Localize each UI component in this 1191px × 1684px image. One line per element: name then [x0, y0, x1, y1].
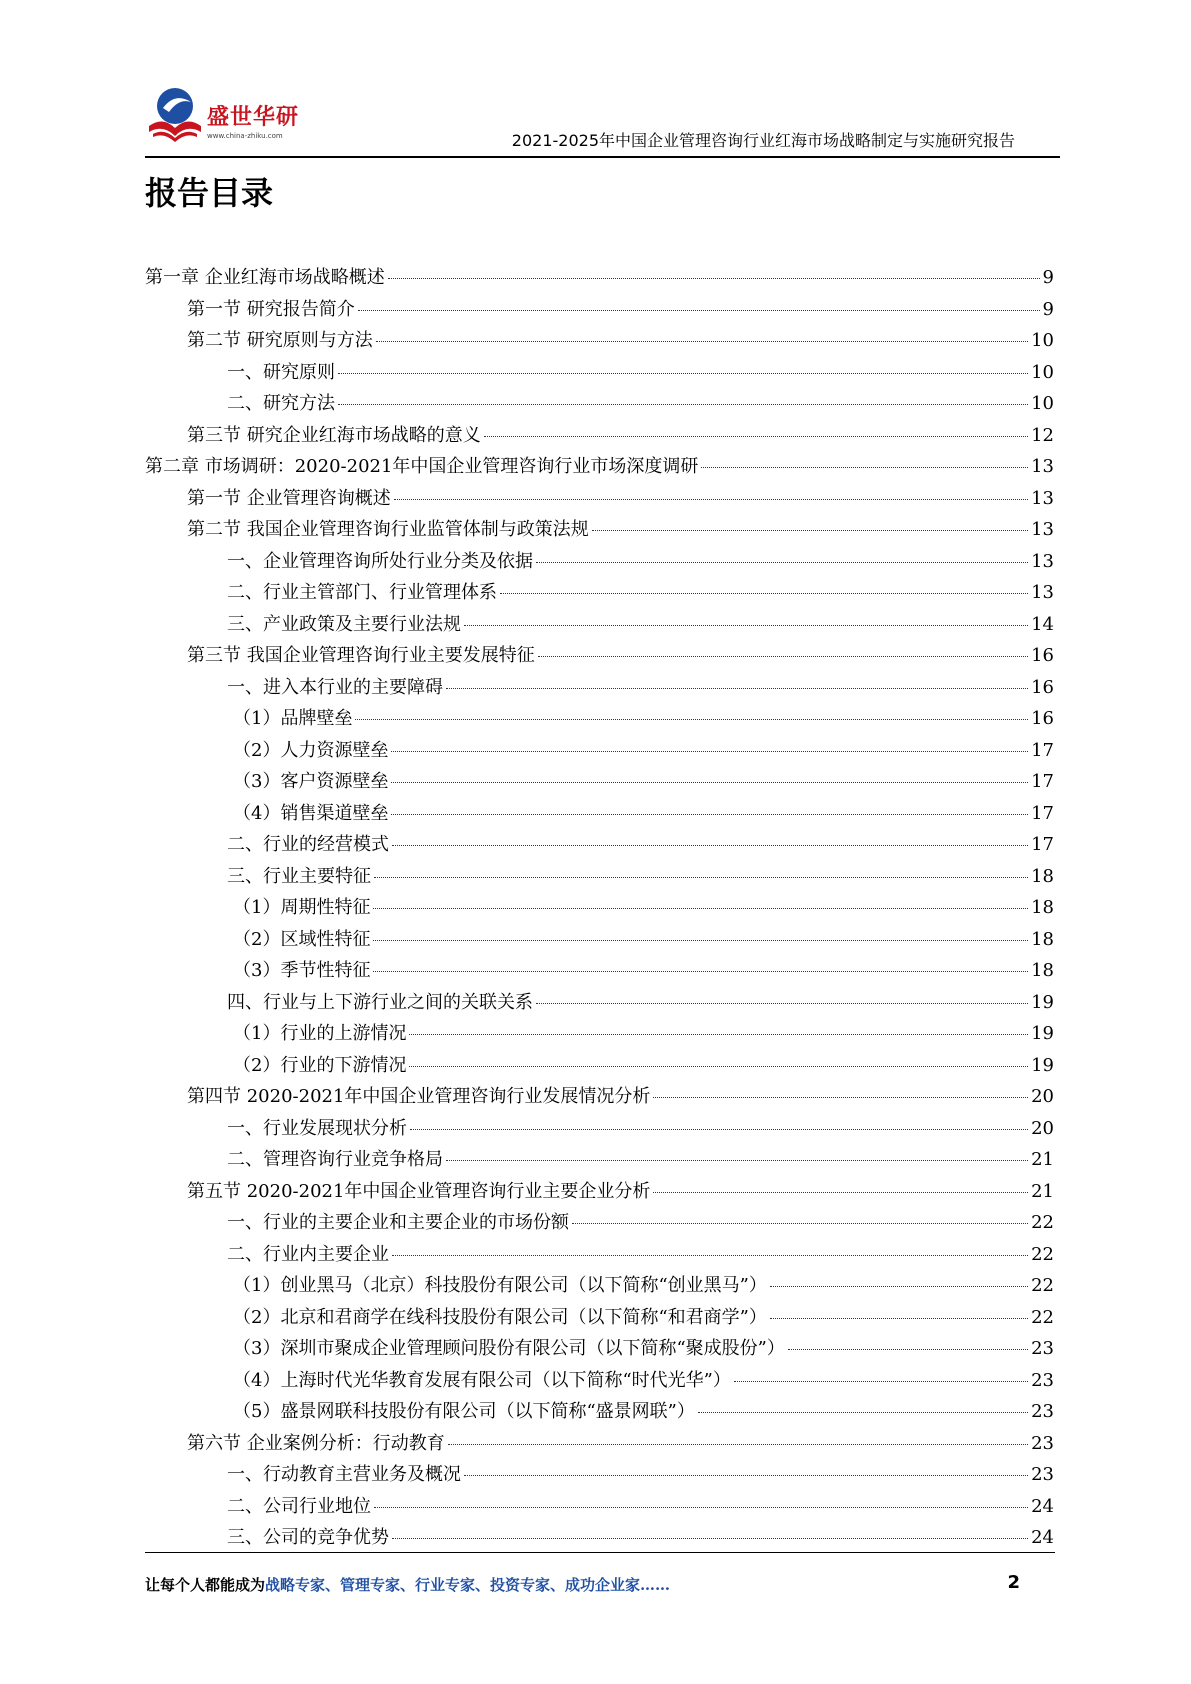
toc-entry[interactable]: [145, 326, 1054, 358]
toc-entry-label: 一、行业发展现状分析: [227, 1117, 407, 1139]
toc-entry-page: 9: [1042, 298, 1054, 320]
toc-entry-label: （2）北京和君商学在线科技股份有限公司（以下简称“和君商学”）: [233, 1306, 767, 1328]
toc-entry-label: 第二节 研究原则与方法: [187, 330, 373, 351]
toc-entry[interactable]: [145, 389, 1054, 421]
toc-leader-dots: [391, 814, 1028, 815]
toc-entry[interactable]: [145, 1019, 1054, 1051]
toc-entry-label: 一、行动教育主营业务及概况: [227, 1464, 461, 1485]
toc-entry-page: 22: [1031, 1243, 1054, 1265]
toc-entry[interactable]: [145, 736, 1054, 768]
toc-entry[interactable]: [145, 1271, 1054, 1303]
toc-leader-dots: [653, 1192, 1028, 1193]
toc-entry-page: 24: [1031, 1527, 1054, 1548]
toc-entry-label: （5）盛景网联科技股份有限公司（以下简称“盛景网联”）: [233, 1401, 695, 1422]
toc-entry[interactable]: [145, 547, 1054, 579]
toc-entry-page: 19: [1031, 991, 1054, 1013]
toc-entry-page: 23: [1031, 1401, 1054, 1422]
toc-entry-page: 13: [1031, 487, 1054, 509]
report-title: 2021-2025年中国企业管理咨询行业红海市场战略制定与实施研究报告: [511, 131, 1015, 150]
toc-entry[interactable]: [145, 358, 1054, 390]
toc-entry-page: 17: [1031, 771, 1054, 792]
toc-leader-dots: [392, 845, 1028, 846]
toc-entry-page: 10: [1031, 393, 1054, 414]
toc-leader-dots: [653, 1097, 1028, 1098]
toc-entry[interactable]: [145, 1523, 1054, 1555]
toc-leader-dots: [536, 562, 1028, 563]
toc-entry-page: 23: [1031, 1369, 1054, 1391]
toc-entry[interactable]: [145, 1334, 1054, 1366]
toc-entry-page: 23: [1031, 1338, 1054, 1359]
toc-entry-label: 二、行业的经营模式: [227, 834, 389, 855]
toc-entry[interactable]: [145, 1114, 1054, 1146]
toc-entry[interactable]: [145, 452, 1054, 484]
toc-entry-label: 二、公司行业地位: [227, 1495, 371, 1517]
toc-entry-page: 10: [1031, 330, 1054, 351]
toc-entry-page: 16: [1031, 676, 1054, 698]
toc-leader-dots: [538, 656, 1028, 657]
toc-entry[interactable]: [145, 862, 1054, 894]
toc-entry-label: 第四节 2020-2021年中国企业管理咨询行业发展情况分析: [187, 1086, 651, 1107]
toc-entry-label: （3）客户资源壁垒: [233, 771, 389, 792]
toc-entry-label: （1）创业黑马（北京）科技股份有限公司（以下简称“创业黑马”）: [233, 1275, 767, 1296]
toc-leader-dots: [374, 1507, 1028, 1508]
toc-leader-dots: [409, 1066, 1028, 1067]
page-footer: [145, 1574, 1020, 1595]
toc-entry[interactable]: [145, 1303, 1054, 1335]
toc-entry-page: 21: [1031, 1149, 1054, 1170]
toc-entry-page: 9: [1042, 267, 1054, 288]
toc-entry-page: 13: [1031, 456, 1054, 477]
toc-entry-label: 第一节 企业管理咨询概述: [187, 487, 391, 509]
toc-leader-dots: [338, 373, 1028, 374]
toc-entry-label: （4）上海时代光华教育发展有限公司（以下简称“时代光华”）: [233, 1369, 731, 1391]
toc-entry[interactable]: [145, 1460, 1054, 1492]
company-logo: [145, 82, 320, 150]
toc-leader-dots: [464, 1475, 1028, 1476]
toc-entry[interactable]: [145, 1240, 1054, 1272]
toc-entry[interactable]: [145, 1208, 1054, 1240]
toc-entry-page: 10: [1031, 361, 1054, 383]
toc-entry-label: （1）品牌壁垒: [233, 708, 353, 729]
toc-entry[interactable]: [145, 1051, 1054, 1083]
toc-entry-label: （2）区域性特征: [233, 928, 371, 950]
toc-leader-dots: [376, 341, 1028, 342]
toc-entry[interactable]: [145, 704, 1054, 736]
toc-entry-label: 二、行业主管部门、行业管理体系: [227, 582, 497, 603]
toc-entry-page: 23: [1031, 1464, 1054, 1485]
toc-entry-page: 17: [1031, 739, 1054, 761]
toc-leader-dots: [358, 310, 1040, 311]
toc-entry-label: 三、产业政策及主要行业法规: [227, 613, 461, 635]
toc-entry-page: 16: [1031, 645, 1054, 666]
toc-entry-label: 第二节 我国企业管理咨询行业监管体制与政策法规: [187, 519, 589, 540]
toc-entry[interactable]: [145, 263, 1054, 295]
toc-leader-dots: [373, 908, 1028, 909]
toc-leader-dots: [410, 1129, 1028, 1130]
logo-name: 盛世华研: [207, 105, 300, 130]
toc-entry-label: （3）季节性特征: [233, 960, 371, 981]
toc-entry[interactable]: [145, 1082, 1054, 1114]
toc-entry-page: 20: [1031, 1117, 1054, 1139]
toc-entry[interactable]: [145, 641, 1054, 673]
toc-entry[interactable]: [145, 515, 1054, 547]
footer-slogan-highlight: 战略专家、管理专家、行业专家、投资专家、成功企业家……: [265, 1576, 671, 1594]
toc-entry-label: 第一章 企业红海市场战略概述: [145, 267, 385, 288]
toc-leader-dots: [374, 877, 1028, 878]
toc-leader-dots: [500, 593, 1028, 594]
toc-entry-page: 18: [1031, 960, 1054, 981]
toc-entry-page: 17: [1031, 834, 1054, 855]
toc-entry-label: 第五节 2020-2021年中国企业管理咨询行业主要企业分析: [187, 1180, 651, 1202]
toc-entry-page: 18: [1031, 865, 1054, 887]
table-of-contents: [145, 263, 1054, 1555]
toc-entry[interactable]: [145, 1492, 1054, 1524]
toc-entry-label: （2）行业的下游情况: [233, 1054, 407, 1076]
toc-entry[interactable]: [145, 925, 1054, 957]
toc-leader-dots: [770, 1286, 1028, 1287]
toc-leader-dots: [391, 751, 1028, 752]
toc-leader-dots: [388, 278, 1040, 279]
toc-entry-page: 13: [1031, 519, 1054, 540]
toc-entry[interactable]: [145, 1429, 1054, 1461]
toc-entry-page: 22: [1031, 1212, 1054, 1233]
toc-entry-label: 二、管理咨询行业竞争格局: [227, 1149, 443, 1170]
toc-entry[interactable]: [145, 893, 1054, 925]
toc-leader-dots: [373, 971, 1028, 972]
toc-entry-page: 12: [1031, 424, 1054, 446]
toc-leader-dots: [734, 1381, 1028, 1382]
toc-entry[interactable]: [145, 578, 1054, 610]
toc-entry-page: 23: [1031, 1432, 1054, 1454]
toc-entry[interactable]: [145, 295, 1054, 327]
toc-entry-label: （4）销售渠道壁垒: [233, 802, 389, 824]
toc-entry[interactable]: [145, 1177, 1054, 1209]
toc-entry-label: 第二章 市场调研：2020-2021年中国企业管理咨询行业市场深度调研: [145, 456, 699, 477]
toc-entry[interactable]: [145, 956, 1054, 988]
toc-leader-dots: [770, 1318, 1028, 1319]
toc-entry-page: 19: [1031, 1054, 1054, 1076]
toc-entry-label: 四、行业与上下游行业之间的关联关系: [227, 991, 533, 1013]
toc-leader-dots: [701, 467, 1028, 468]
toc-entry[interactable]: [145, 484, 1054, 516]
toc-leader-dots: [788, 1349, 1028, 1350]
toc-entry-page: 14: [1031, 613, 1054, 635]
toc-entry-page: 16: [1031, 708, 1054, 729]
toc-entry-page: 13: [1031, 550, 1054, 572]
page-title: 报告目录: [145, 174, 274, 212]
toc-leader-dots: [355, 719, 1028, 720]
toc-entry[interactable]: [145, 767, 1054, 799]
toc-leader-dots: [392, 1255, 1028, 1256]
toc-entry[interactable]: [145, 830, 1054, 862]
toc-entry-label: （3）深圳市聚成企业管理顾问股份有限公司（以下简称“聚成股份”）: [233, 1338, 785, 1359]
toc-leader-dots: [392, 1538, 1028, 1539]
toc-entry[interactable]: [145, 1145, 1054, 1177]
toc-leader-dots: [572, 1223, 1028, 1224]
toc-leader-dots: [338, 404, 1028, 405]
toc-entry-page: 19: [1031, 1023, 1054, 1044]
toc-entry[interactable]: [145, 1397, 1054, 1429]
toc-leader-dots: [446, 1160, 1028, 1161]
toc-entry-label: 一、行业的主要企业和主要企业的市场份额: [227, 1212, 569, 1233]
toc-entry[interactable]: [145, 988, 1054, 1020]
toc-leader-dots: [592, 530, 1028, 531]
footer-divider: [145, 1552, 1055, 1553]
logo-book-icon: [145, 82, 205, 150]
toc-entry-label: 一、企业管理咨询所处行业分类及依据: [227, 550, 533, 572]
logo-url: www.china-zhiku.com: [207, 132, 283, 140]
toc-leader-dots: [391, 782, 1028, 783]
toc-leader-dots: [409, 1034, 1028, 1035]
footer-slogan-lead: 让每个人都能成为: [145, 1576, 266, 1594]
toc-entry-label: 一、研究原则: [227, 361, 335, 383]
toc-entry-label: 一、进入本行业的主要障碍: [227, 676, 443, 698]
toc-entry-page: 18: [1031, 897, 1054, 918]
toc-entry[interactable]: [145, 673, 1054, 705]
toc-entry-page: 24: [1031, 1495, 1054, 1517]
toc-entry-label: 二、行业内主要企业: [227, 1243, 389, 1265]
toc-entry[interactable]: [145, 421, 1054, 453]
toc-entry-label: 第六节 企业案例分析：行动教育: [187, 1432, 445, 1454]
toc-entry-page: 18: [1031, 928, 1054, 950]
toc-entry-label: 第三节 我国企业管理咨询行业主要发展特征: [187, 645, 535, 666]
toc-entry-label: 三、公司的竞争优势: [227, 1527, 389, 1548]
toc-leader-dots: [698, 1412, 1028, 1413]
toc-entry-label: （2）人力资源壁垒: [233, 739, 389, 761]
toc-entry-page: 17: [1031, 802, 1054, 824]
toc-entry-page: 22: [1031, 1306, 1054, 1328]
toc-leader-dots: [464, 625, 1028, 626]
toc-entry-label: （1）行业的上游情况: [233, 1023, 407, 1044]
toc-entry-page: 20: [1031, 1086, 1054, 1107]
toc-entry[interactable]: [145, 1366, 1054, 1398]
toc-entry-label: 第三节 研究企业红海市场战略的意义: [187, 424, 481, 446]
toc-entry-label: （1）周期性特征: [233, 897, 371, 918]
toc-entry[interactable]: [145, 610, 1054, 642]
toc-entry[interactable]: [145, 799, 1054, 831]
toc-leader-dots: [394, 499, 1028, 500]
toc-leader-dots: [373, 940, 1028, 941]
toc-entry-label: 三、行业主要特征: [227, 865, 371, 887]
toc-entry-page: 22: [1031, 1275, 1054, 1296]
page-header: [145, 82, 1060, 160]
toc-leader-dots: [446, 688, 1028, 689]
toc-leader-dots: [448, 1444, 1028, 1445]
toc-entry-label: 二、研究方法: [227, 393, 335, 414]
page-number: 2: [1007, 1572, 1020, 1593]
toc-entry-page: 13: [1031, 582, 1054, 603]
toc-entry-page: 21: [1031, 1180, 1054, 1202]
toc-leader-dots: [484, 436, 1028, 437]
header-divider: [145, 156, 1060, 158]
toc-leader-dots: [536, 1003, 1028, 1004]
toc-entry-label: 第一节 研究报告简介: [187, 298, 355, 320]
